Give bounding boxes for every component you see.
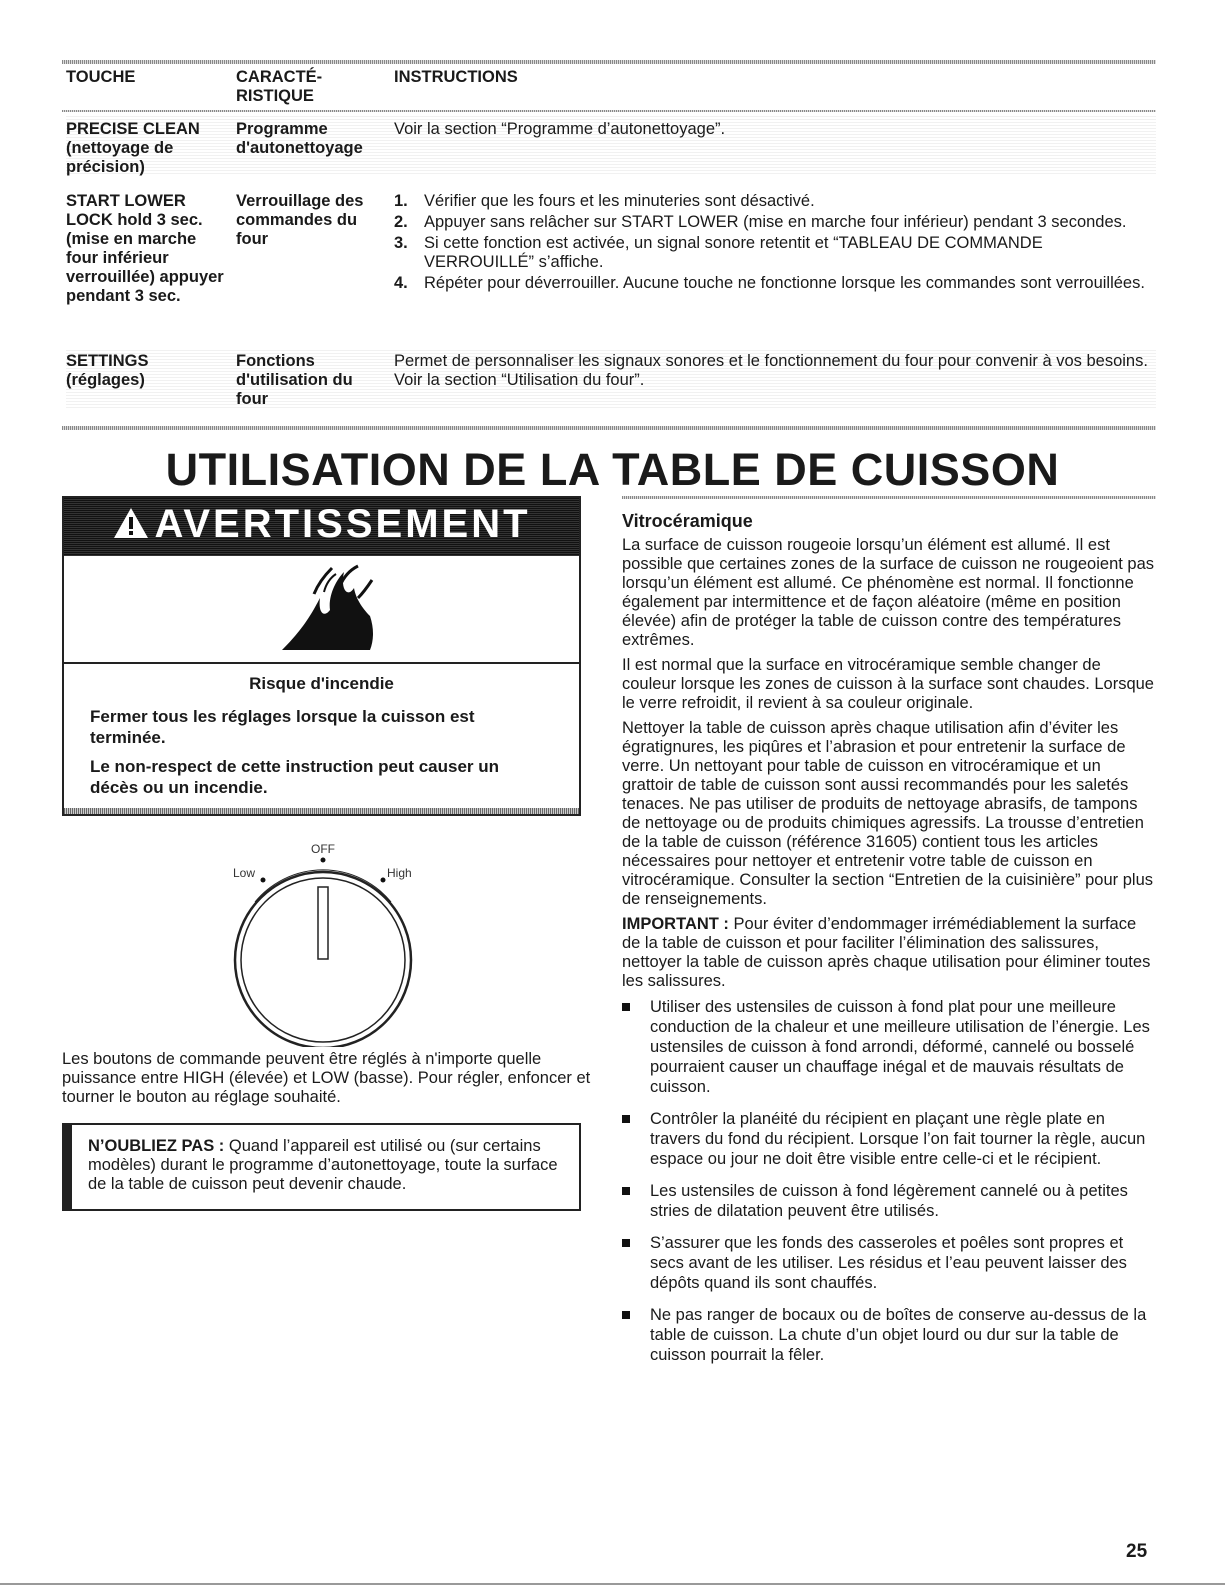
right-column	[622, 496, 1156, 1377]
step-item: 4. Répéter pour déverrouiller. Aucune touche ne fonctionne lorsque les commandes sont verrouillées.	[394, 274, 1145, 292]
paragraph: La surface de cuisson rougeoie lorsqu’un élément est allumé. Il est possible que certaines zones de la surface de cuisson ne rougeoient pas lorsqu’un élément est allumé. Ce phénomène est normal. Il fonctionne également par intermittence et de façon aléatoire (même en position élevée) afin de protéger la table de cuisson contre des températures extrêmes.	[622, 536, 1155, 649]
bullet-icon	[622, 1239, 630, 1247]
warning-icon-area	[64, 556, 579, 664]
row2-caracteristique: Verrouillage des commandes du four	[236, 192, 364, 248]
warning-title: AVERTISSEMENT	[64, 502, 579, 547]
warning-triangle-icon	[112, 506, 150, 540]
warning-line-1: Fermer tous les réglages lorsque la cuisson est terminée.	[90, 707, 475, 747]
table-row	[66, 348, 1156, 408]
list-item: Les ustensiles de cuisson à fond légèrement cannelé ou à petites stries de dilatation peuvent être utilisés.	[622, 1181, 1156, 1221]
page-number: 25	[1126, 1541, 1148, 1562]
note-text: N’OUBLIEZ PAS : Quand l’appareil est utilisé ou (sur certains modèles) durant le programme d’autonettoyage, toute la surface de la table de cuisson peut devenir chaude.	[88, 1137, 558, 1193]
step-item: 3. Si cette fonction est activée, un signal sonore retentit et “TABLEAU DE COMMANDE VERROUILLÉ” s’affiche.	[394, 234, 1043, 271]
bullet-icon	[622, 1115, 630, 1123]
row1-instructions: Voir la section “Programme d’autonettoyage”.	[394, 120, 726, 138]
row3-instructions: Permet de personnaliser les signaux sonores et le fonctionnement du four pour convenir à vos besoins. Voir la section “Utilisation du four”.	[394, 352, 1148, 389]
note-bar	[64, 1125, 72, 1209]
knob-low-label: Low	[233, 866, 256, 880]
knob-icon	[215, 842, 425, 1047]
top-rule	[62, 60, 1156, 64]
list-item: S’assurer que les fonds des casseroles et poêles sont propres et secs avant de les utiliser. Les résidus et l’eau peuvent laisser des dépôts quand ils sont chauffés.	[622, 1233, 1156, 1293]
warning-message	[64, 664, 579, 814]
paragraph: Il est normal que la surface en vitrocéramique semble changer de couleur lorsque les zones de cuisson à la surface sont chaudes. Lorsque le verre refroidit, il revient à sa couleur originale.	[622, 656, 1154, 712]
header-touche: TOUCHE	[66, 68, 136, 86]
control-knob-illustration	[215, 842, 425, 1047]
knob-high-label: High	[387, 866, 412, 880]
table-row	[66, 190, 1156, 340]
row3-touche: SETTINGS (réglages)	[66, 352, 149, 389]
risk-label: Risque d'incendie	[249, 674, 394, 693]
list-item: Contrôler la planéité du récipient en plaçant une règle plate en travers du fond du récipient. Lorsque l’on fait tourner la règle, aucun espace ou jour ne doit être visible entre celle-ci et le récipient.	[622, 1109, 1156, 1169]
row3-caracteristique: Fonctions d'utilisation du four	[236, 352, 353, 408]
table-row	[66, 116, 1156, 174]
warning-box	[62, 496, 581, 816]
row1-caracteristique: Programme d'autonettoyage	[236, 120, 363, 157]
note-label: N’OUBLIEZ PAS :	[88, 1137, 225, 1155]
step-item: 1. Vérifier que les fours et les minuteries sont désactivé.	[394, 192, 815, 210]
table-bottom-rule	[62, 426, 1156, 430]
list-item: Ne pas ranger de bocaux ou de boîtes de conserve au-dessus de la table de cuisson. La chute d’un objet lourd ou dur sur la table de cuisson pourrait la fêler.	[622, 1305, 1156, 1365]
bullet-icon	[622, 1003, 630, 1011]
header-rule	[62, 110, 1156, 112]
warning-foot-band	[64, 808, 579, 814]
fire-icon	[274, 558, 384, 658]
header-caracteristique: CARACTÉ- RISTIQUE	[236, 68, 323, 105]
paragraph: Nettoyer la table de cuisson après chaque utilisation afin d’éviter les égratignures, les piqûres et l’abrasion et pour entretenir la surface de verre. Un nettoyant pour table de cuisson en vitrocéramique et un grattoir de table de cuisson sont aussi recommandés pour les saletés tenaces. Ne pas utiliser de produits de nettoyage abrasifs, de tampons de nettoyage ou de produits chimiques agressifs. La trousse d’entretien de la table de cuisson (référence 31605) contient tous les articles nécessaires pour nettoyer et entretenir votre table de cuisson en vitrocéramique. Consulter la section “Entretien de la cuisinière” pour plus de renseignements.	[622, 719, 1154, 908]
step-item: 2. Appuyer sans relâcher sur START LOWER (mise en marche four inférieur) pendant 3 secondes.	[394, 213, 1127, 231]
tips-list	[622, 997, 1156, 1365]
note-box	[62, 1123, 581, 1211]
header-instructions: INSTRUCTIONS	[394, 68, 518, 86]
section-title: UTILISATION DE LA TABLE DE CUISSON	[165, 444, 1060, 495]
knob-off-label: OFF	[311, 842, 335, 856]
bullet-icon	[622, 1311, 630, 1319]
warning-band	[64, 498, 579, 556]
bullet-icon	[622, 1187, 630, 1195]
row2-instructions	[394, 192, 1154, 295]
warning-line-2: Le non-respect de cette instruction peut causer un décès ou un incendie.	[90, 757, 500, 797]
list-item: Utiliser des ustensiles de cuisson à fond plat pour une meilleure conduction de la chaleur et une meilleure utilisation de l’énergie. Les ustensiles de cuisson à fond arrondi, déformé, cannelé ou bosselé pourraient causer un chauffage inégal et de mauvais résultats de cuisson.	[622, 997, 1156, 1097]
important-paragraph: IMPORTANT : Pour éviter d’endommager irrémédiablement la surface de la table de cuisson et pour faciliter l’élimination des salissures, nettoyer la table de cuisson après chaque utilisation pour éliminer toutes les salissures.	[622, 915, 1151, 990]
row2-touche: START LOWER LOCK hold 3 sec. (mise en marche four inférieur verrouillée) appuyer pendant 3 sec.	[66, 192, 224, 305]
row1-touche: PRECISE CLEAN (nettoyage de précision)	[66, 120, 200, 176]
vitroceramique-heading: Vitrocéramique	[622, 511, 753, 531]
knob-caption: Les boutons de commande peuvent être réglés à n'importe quelle puissance entre HIGH (élevée) et LOW (basse). Pour régler, enfoncer et tourner le bouton au réglage souhaité.	[62, 1050, 591, 1106]
right-column-rule	[622, 496, 1156, 499]
